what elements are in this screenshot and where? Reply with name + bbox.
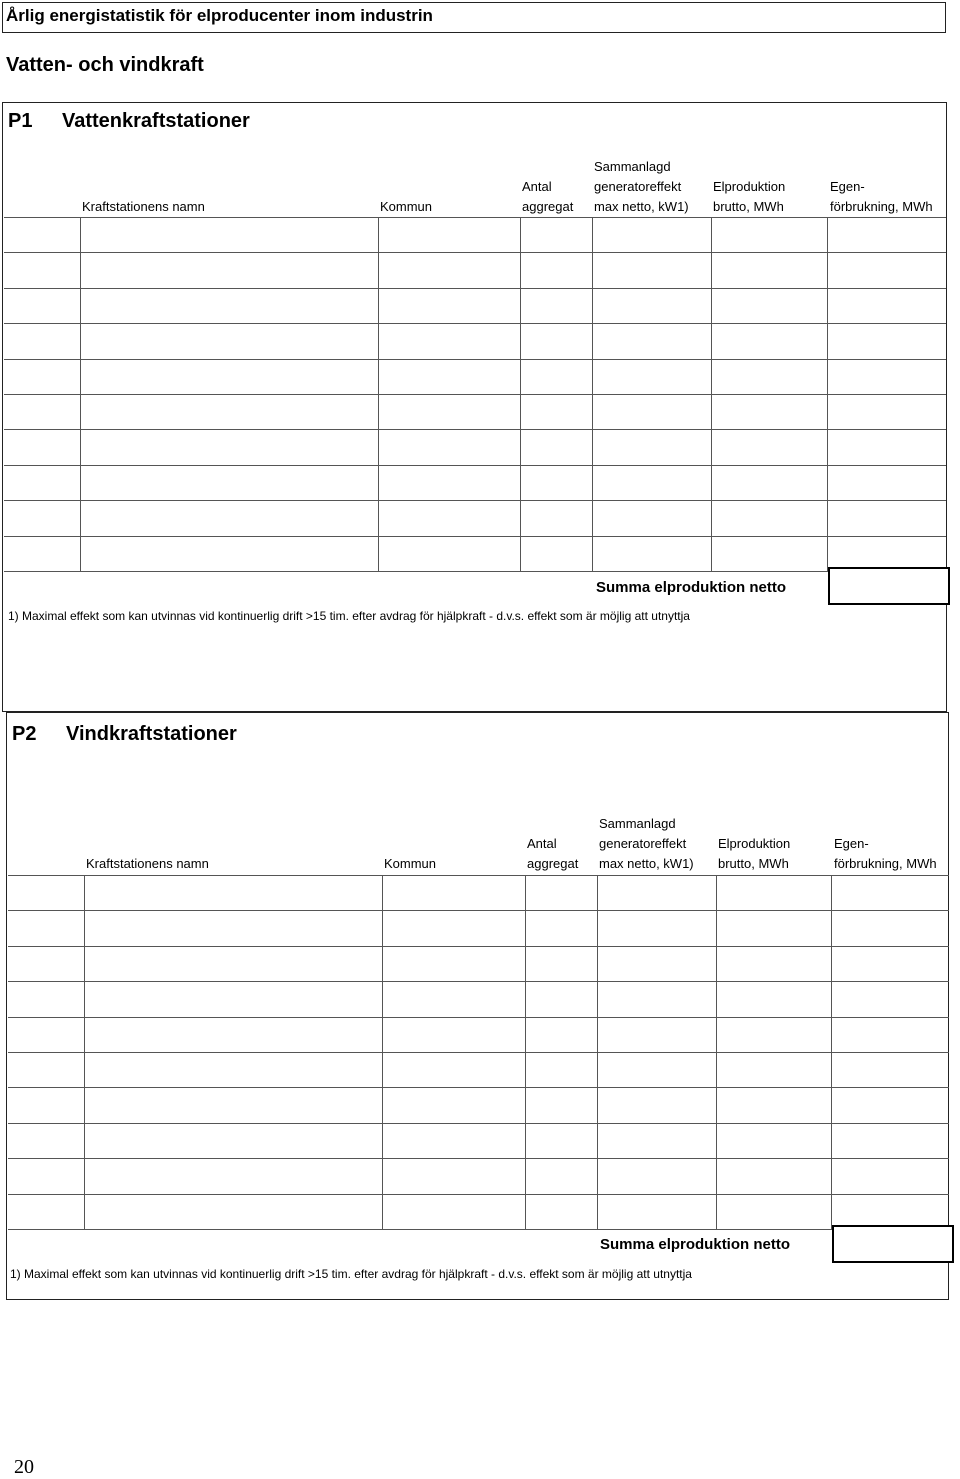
grid-column-line	[597, 875, 598, 1229]
p1-section-title: Vattenkraftstationer	[62, 110, 250, 132]
grid-column-line	[525, 875, 526, 1229]
grid-row-line	[4, 359, 946, 360]
grid-column-line	[80, 217, 81, 571]
grid-row-line	[4, 288, 946, 289]
p1-col-elprod-header-1: Elproduktion	[713, 179, 786, 194]
p2-frame	[6, 712, 949, 1300]
grid-row-line	[4, 323, 946, 324]
grid-row-line	[4, 394, 946, 395]
grid-row-line	[8, 1017, 949, 1018]
page-number: 20	[14, 1456, 34, 1478]
grid-column-line	[382, 875, 383, 1229]
p2-section-title: Vindkraftstationer	[66, 723, 237, 745]
p2-col-effekt-header-2: generatoreffekt	[599, 836, 687, 851]
p1-col-effekt-header-3: max netto, kW1)	[594, 199, 689, 214]
grid-column-line	[827, 217, 828, 571]
p2-col-egen-header-2: förbrukning, MWh	[834, 856, 937, 871]
p2-col-kommun-header: Kommun	[384, 856, 437, 871]
grid-row-line	[8, 910, 949, 911]
p1-col-effekt-header-1: Sammanlagd	[594, 159, 671, 174]
p1-section-code: P1	[8, 110, 33, 132]
grid-row-line	[8, 1158, 949, 1159]
grid-row-line	[8, 875, 949, 876]
p1-col-egen-header-1: Egen-	[830, 179, 865, 194]
p1-col-antal-header-2: aggregat	[522, 199, 574, 214]
grid-row-line	[4, 465, 946, 466]
document-subtitle: Vatten- och vindkraft	[6, 54, 204, 76]
p1-summary-label: Summa elproduktion netto	[596, 579, 787, 596]
grid-column-line	[84, 875, 85, 1229]
p1-col-egen-header-2: förbrukning, MWh	[830, 199, 933, 214]
p2-col-egen-header-1: Egen-	[834, 836, 869, 851]
grid-row-line	[4, 429, 946, 430]
p1-col-effekt-header-2: generatoreffekt	[594, 179, 682, 194]
grid-column-line	[711, 217, 712, 571]
p1-col-kommun-header: Kommun	[380, 199, 433, 214]
grid-row-line	[4, 536, 946, 537]
p1-col-elprod-header-2: brutto, MWh	[713, 199, 784, 214]
grid-row-line	[8, 1229, 949, 1230]
grid-row-line	[8, 1194, 949, 1195]
grid-row-line	[8, 946, 949, 947]
p2-col-antal-header-1: Antal	[527, 836, 557, 851]
grid-column-line	[592, 217, 593, 571]
p2-footnote: 1) Maximal effekt som kan utvinnas vid kontinuerlig drift >15 tim. efter avdrag för hjälpkraft - d.v.s. effekt som är möjlig att utnyttja	[10, 1267, 692, 1281]
grid-row-line	[8, 981, 949, 982]
header-divider	[2, 32, 946, 33]
p2-summary-field[interactable]	[832, 1225, 954, 1263]
p2-section-code: P2	[12, 723, 37, 745]
grid-row-line	[4, 217, 946, 218]
p1-summary-field[interactable]	[828, 567, 950, 605]
grid-column-line	[378, 217, 379, 571]
p2-summary-label: Summa elproduktion netto	[600, 1236, 791, 1253]
p2-col-effekt-header-3: max netto, kW1)	[599, 856, 694, 871]
p1-col-antal-header-1: Antal	[522, 179, 552, 194]
grid-row-line	[8, 1087, 949, 1088]
p1-footnote: 1) Maximal effekt som kan utvinnas vid kontinuerlig drift >15 tim. efter avdrag för hjälpkraft - d.v.s. effekt som är möjlig att utnyttja	[8, 609, 690, 623]
p2-col-name-header: Kraftstationens namn	[86, 856, 209, 871]
grid-column-line	[831, 875, 832, 1229]
document-title: Årlig energistatistik för elproducenter inom industrin	[6, 6, 433, 25]
p2-col-antal-header-2: aggregat	[527, 856, 579, 871]
grid-column-line	[520, 217, 521, 571]
grid-row-line	[8, 1052, 949, 1053]
grid-row-line	[8, 1123, 949, 1124]
p1-col-name-header: Kraftstationens namn	[82, 199, 205, 214]
grid-column-line	[716, 875, 717, 1229]
grid-row-line	[4, 500, 946, 501]
p2-col-elprod-header-2: brutto, MWh	[718, 856, 789, 871]
p2-col-effekt-header-1: Sammanlagd	[599, 816, 676, 831]
p2-col-elprod-header-1: Elproduktion	[718, 836, 791, 851]
grid-row-line	[4, 252, 946, 253]
grid-row-line	[4, 571, 946, 572]
